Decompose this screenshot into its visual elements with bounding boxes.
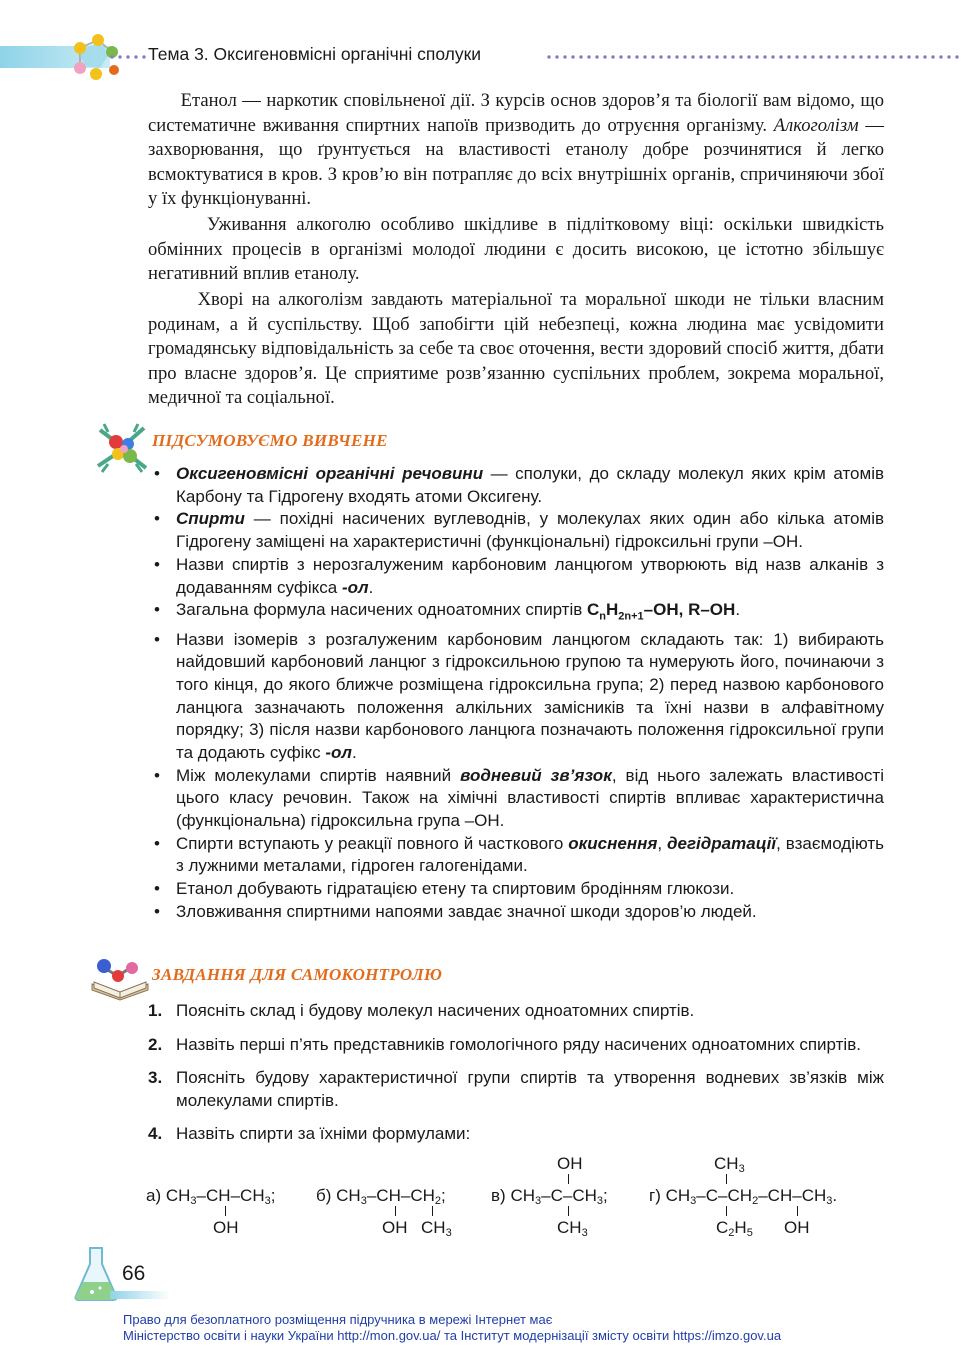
bond-line xyxy=(225,1206,226,1216)
formula-b: б) $CH_3-CH-CH_2$; xyxy=(316,1186,446,1207)
task-item: 2. Назвіть перші п’ять представників гомологічного ряду насичених одноатомних спиртів. xyxy=(148,1034,861,1054)
list-item: • Назви спиртів з нерозгалуженим карбоновим ланцюгом утворюють від назв алканів з додаванням суфікса -ол. xyxy=(148,554,884,599)
chapter-title: Тема 3. Оксигеновмісні органічні сполуки xyxy=(148,44,482,64)
bond-line xyxy=(568,1206,569,1216)
list-item: • Оксигеновмісні органічні речовини — сполуки, до складу молекул яких крім атомів Карбону та Гідрогену входять атоми Оксигену. xyxy=(148,463,884,508)
task-list xyxy=(148,1000,884,1157)
formula-g-oh: OH xyxy=(784,1218,810,1237)
list-item: • Назви ізомерів з розгалуженим карбоновим ланцюгом складають так: 1) вибирають найдовший карбоновий ланцюг з гідроксильною групою та нумерують його, починаючи з того кінця, до якого ближче розміщена гідроксильна група; 2) перед назвою карбонового ланцюга зазначають положення алкільних замісників та їхні назви в алфавітному порядку; 3) після назви карбонового ланцюга позначають положення гідроксильної групи та додають суфікс -ол. xyxy=(148,629,884,765)
formula-g-c2h5: $C_2H_5$ xyxy=(716,1218,753,1239)
list-item: • Спирти — похідні насичених вуглеводнів, у молекулах яких один або кілька атомів Гідрогену заміщені на характеристичні (функціональні) гідроксильні групи –ОН. xyxy=(148,508,884,553)
footer-line-1: Право для безоплатного розміщення підручника в мережі Інтернет має xyxy=(123,1312,553,1327)
header-dots xyxy=(545,55,963,59)
formula-b-ch3: $CH_3$ xyxy=(421,1218,452,1239)
bond-line xyxy=(568,1174,569,1184)
bond-line xyxy=(726,1174,727,1184)
page-number: 66 xyxy=(122,1262,146,1285)
paragraph-2: Уживання алкоголю особливо шкідливе в підлітковому віці: оскільки швидкість обмінних процесів в організмі молодої людини є досить високою, це істотно збільшує негативний вплив етанолу. xyxy=(148,214,884,285)
footer-band xyxy=(110,1291,170,1299)
formula-v-oh: OH xyxy=(557,1154,583,1173)
summary-molecule-icon xyxy=(94,420,150,476)
bond-line xyxy=(797,1206,798,1216)
bond-line xyxy=(432,1206,433,1216)
footer-line-2: Міністерство освіти і науки України http://mon.gov.ua/ та Інститут модернізації змісту освіти https://imzo.gov.ua xyxy=(123,1328,782,1343)
summary-list xyxy=(148,463,884,924)
list-item: • Загальна формула насичених одноатомних спиртів $C_nH_{2n+1}-OH$, R–OH. xyxy=(148,599,884,628)
bond-line xyxy=(726,1206,727,1216)
selfcheck-heading: ЗАВДАННЯ ДЛЯ САМОКОНТРОЛЮ xyxy=(152,965,443,984)
task-item: 1. Поясніть склад і будову молекул насичених одноатомних спиртів. xyxy=(148,1001,695,1020)
bond-line xyxy=(395,1206,396,1216)
book-molecule-icon xyxy=(88,954,152,1006)
list-item: • Спирти вступають у реакції повного й часткового окиснення, дегідратації, взаємодіють з лужними металами, гідроген галогенідами. xyxy=(148,833,884,878)
task-item: 3. Поясніть будову характеристичної групи спиртів та утворення водневих зв’язків між молекулами спиртів. xyxy=(148,1068,884,1110)
formula-a-oh: OH xyxy=(213,1218,239,1237)
paragraph-1: Етанол — наркотик сповільненої дії. З курсів основ здоров’я та біології вам відомо, що систематичне вживання спиртних напоїв призводить до отруєння організму. Алкоголізм — захворювання, що ґрунтується на властивості етанолу добре розчинятися й легко всмоктуватися в кров. З кров’ю він потрапляє до всіх внутрішніх органів, спричиняючи збої у їх функціонуванні. xyxy=(148,90,885,210)
formula-g: г) $CH_3-C-CH_2-CH-CH_3$. xyxy=(649,1186,838,1207)
formula-a: а) $CH_3-CH-CH_3$; xyxy=(146,1186,276,1207)
paragraph-3: Хворі на алкоголізм завдають матеріальної та моральної шкоди не тільки власним родинам, а й суспільству. Щоб запобігти цій небезпеці, кожна людина має усвідомити громадянську відповідальність за себе та своє оточення, вести здоровий спосіб життя, дбати про власне здоров’я. Це сприятиме розв’язанню суспільних проблем, зокрема моральної, медичної та соціальної. xyxy=(148,289,884,409)
formula-g-ch3-top: $CH_3$ xyxy=(714,1154,745,1175)
formula-v: в) $CH_3-C-CH_3$; xyxy=(491,1186,608,1207)
list-item: • Між молекулами спиртів наявний водневий зв’язок, від нього залежать властивості цього класу речовин. Також на хімічні властивості спиртів впливає характеристична (функціональна) гідроксильна група –ОН. xyxy=(148,765,884,833)
summary-heading: ПІДСУМОВУЄМО ВИВЧЕНЕ xyxy=(152,431,388,450)
list-item: • Етанол добувають гідратацією етену та спиртовим бродінням глюкози. xyxy=(148,878,884,901)
header-dots-left xyxy=(108,55,148,59)
task-item: 4. Назвіть спирти за їхніми формулами: xyxy=(148,1124,471,1144)
formula-v-ch3: $CH_3$ xyxy=(557,1218,588,1239)
formula-b-oh: OH xyxy=(382,1218,408,1237)
list-item: • Зловживання спиртними напоями завдає значної шкоди здоров’ю людей. xyxy=(148,901,884,924)
